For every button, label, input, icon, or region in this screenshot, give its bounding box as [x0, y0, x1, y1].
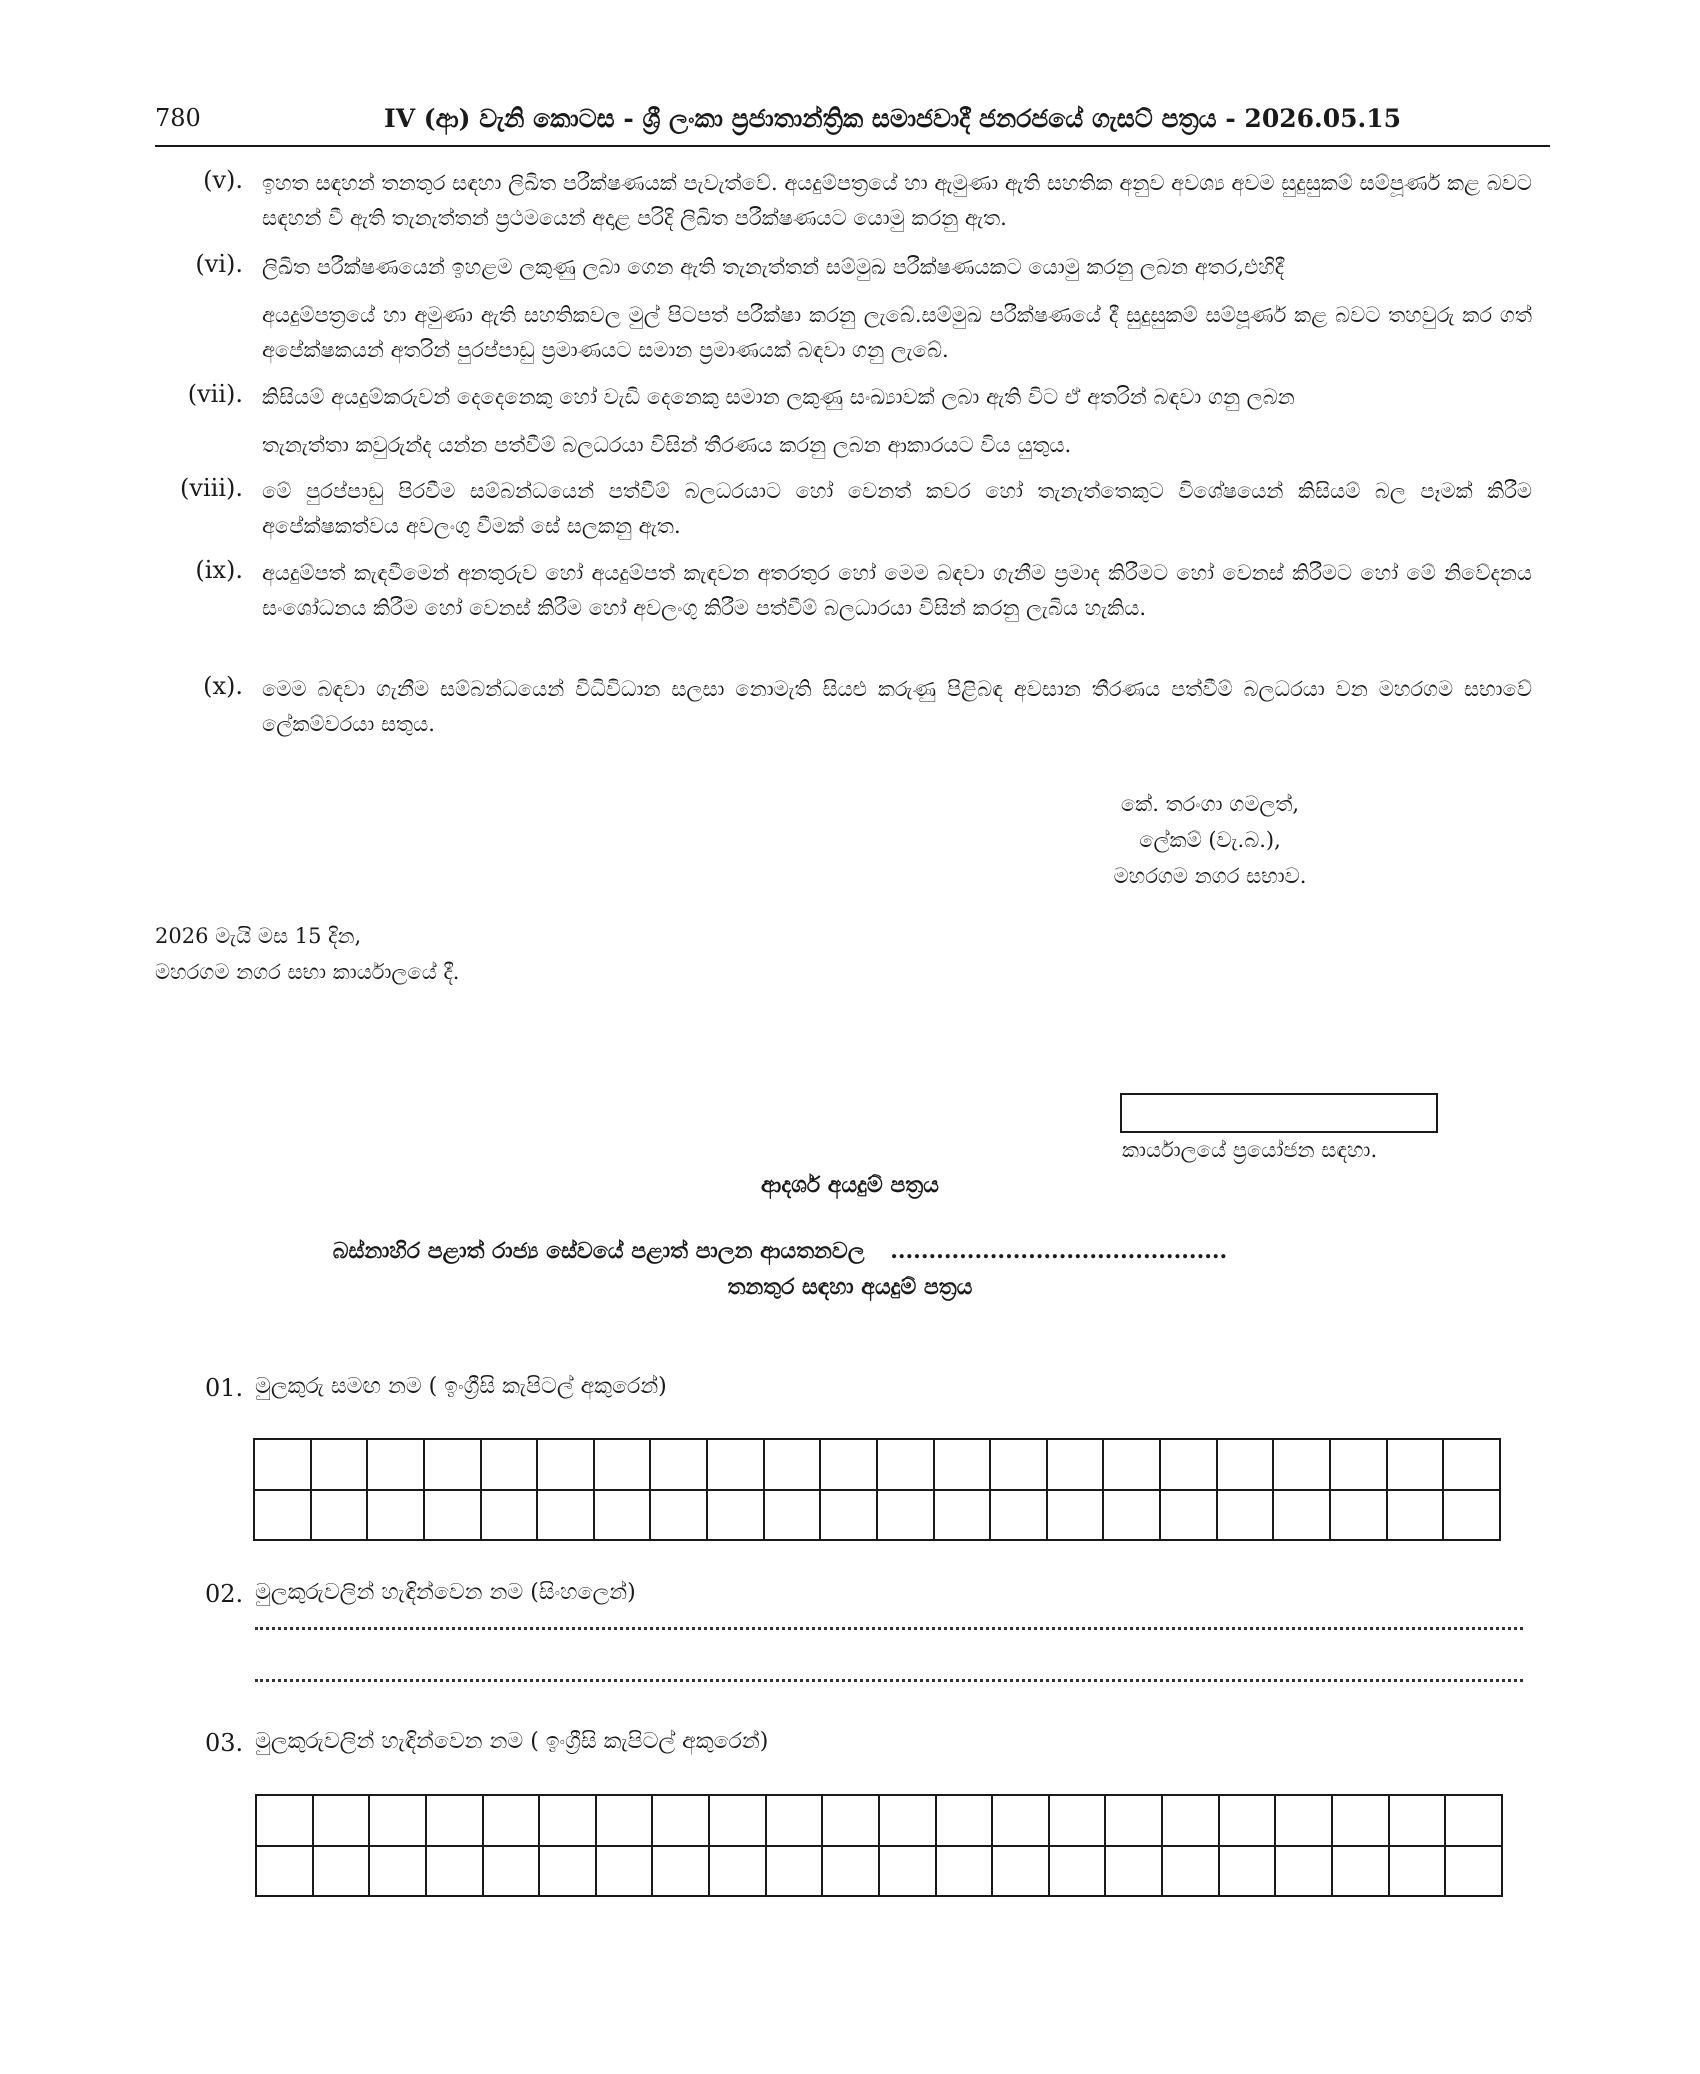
- letter-box[interactable]: [1103, 1439, 1160, 1490]
- letter-box[interactable]: [1219, 1795, 1276, 1846]
- letter-box[interactable]: [1389, 1846, 1446, 1897]
- letter-box[interactable]: [652, 1846, 709, 1897]
- office-use-box: [1120, 1093, 1438, 1133]
- question-label-03: මුලකුරුවලින් හැඳින්වෙන නම ( ඉංග්‍රීසි කැපිටල් අකුරෙන්): [255, 1729, 769, 1754]
- letter-box[interactable]: [650, 1490, 707, 1541]
- letter-box[interactable]: [1217, 1490, 1274, 1541]
- letter-box[interactable]: [1219, 1846, 1276, 1897]
- letter-box[interactable]: [1273, 1439, 1330, 1490]
- condition-text: මේ පුරප්පාඩු පිරවීම සම්බන්ධයෙන් පත්වීම් බලධරයාට හෝ වෙනත් කවර හෝ තැනැත්තෙකුට විශේෂයෙන් කිසියම් බල පෑමක් කිරීම අපේක්ෂකත්වය අවලංගු වීමක් සේ සලකනු ඇත.: [262, 479, 1532, 538]
- form-title: ආදර්ශ අයදුම් පත්‍රය: [761, 1172, 939, 1198]
- letter-box[interactable]: [820, 1490, 877, 1541]
- sinhala-name-line-1[interactable]: [255, 1627, 1523, 1630]
- letter-box[interactable]: [369, 1846, 426, 1897]
- gazette-header-title: IV (ආ) වැනි කොටස - ශ්‍රී ලංකා ප්‍රජාතාන්ත්‍රික සමාජවාදී ජනරජයේ ගැසට් පත්‍රය - 2026.05.15: [384, 104, 1401, 133]
- form-subtitle: [0, 1238, 1560, 1264]
- form-subtitle-line2: තනතුර සඳහා අයදුම් පත්‍රය: [727, 1274, 973, 1300]
- question-label-02: මුලකුරුවලින් හැඳින්වෙන නම (සිංහලෙන්): [255, 1580, 636, 1605]
- letter-box[interactable]: [936, 1795, 993, 1846]
- letter-box[interactable]: [1160, 1490, 1217, 1541]
- condition-number: (v).: [203, 166, 243, 194]
- letter-box[interactable]: [1049, 1795, 1106, 1846]
- letter-box[interactable]: [1389, 1795, 1446, 1846]
- letter-box[interactable]: [822, 1795, 879, 1846]
- letter-box[interactable]: [652, 1795, 709, 1846]
- sinhala-name-line-2[interactable]: [255, 1679, 1523, 1682]
- letter-box[interactable]: [877, 1490, 934, 1541]
- letter-box[interactable]: [1103, 1490, 1160, 1541]
- letter-box[interactable]: [539, 1846, 596, 1897]
- condition-text-continued: අයදුම්පත්‍රයේ හා අමුණා ඇති සහතිකවල මුල් පිටපත් පරීක්ෂා කරනු ලැබේ.සම්මුඛ පරීක්ෂණයේ දී සුදුසුකම් සම්පූර්ණ කළ බවට තහවුරු කර ගත් අපේක්ෂකයන් අතරින් පුරප්පාඩු ප්‍රමාණයට සමාන ප්‍රමාණයක් බඳවා ගනු ලැබේ.: [262, 303, 1532, 362]
- letter-box[interactable]: [990, 1490, 1047, 1541]
- letter-box[interactable]: [1047, 1490, 1104, 1541]
- letter-box[interactable]: [254, 1439, 311, 1490]
- letter-box[interactable]: [766, 1795, 823, 1846]
- signatory-council: මහරගම නගර සභාව.: [1113, 864, 1307, 888]
- letter-box[interactable]: [1443, 1490, 1500, 1541]
- condition-text: අයදුම්පත් කැඳවීමෙන් අනතුරුව හෝ අයදුම්පත් කැඳවන අතරතුර හෝ මෙම බඳවා ගැනීම ප්‍රමාද කිරීමට හෝ වෙනස් කිරීමට හෝ මේ නිවේදනය සංශෝධනය කිරීම හෝ වෙනස් කිරීම හෝ අවලංගු කිරීම පත්වීම් බලධාරයා විසින් කරනු ලැබිය හැකිය.: [262, 561, 1532, 620]
- letter-box[interactable]: [367, 1439, 424, 1490]
- letter-box[interactable]: [820, 1439, 877, 1490]
- letter-box[interactable]: [256, 1846, 313, 1897]
- letter-box[interactable]: [766, 1846, 823, 1897]
- condition-text: ඉහත සඳහන් තනතුර සඳහා ලිඛිත පරීක්ෂණයක් පැවැත්වේ. අයදුම්පත්‍රයේ හා ඇමුණා ඇති සහතික අනුව අවශ්‍ය අවම සුදුසුකම් සම්පූර්ණ කළ බවට සඳහන් වී ඇති තැනැත්තන් ප්‍රථමයෙන් අදාළ පරිදි ලිඛිත පරීක්ෂණයට යොමු කරනු ඇත.: [262, 171, 1532, 230]
- letter-box[interactable]: [254, 1490, 311, 1541]
- letter-box[interactable]: [879, 1846, 936, 1897]
- form-subtitle-blank: ............................................: [890, 1238, 1228, 1264]
- letter-box[interactable]: [424, 1490, 481, 1541]
- signatory-title: ලේකම් (වැ.බ.),: [1139, 828, 1281, 852]
- letter-box[interactable]: [1273, 1490, 1330, 1541]
- letter-box[interactable]: [934, 1439, 991, 1490]
- letter-box[interactable]: [1105, 1795, 1162, 1846]
- letter-box[interactable]: [426, 1846, 483, 1897]
- initials-letter-grid-english[interactable]: [255, 1794, 1503, 1897]
- letter-box[interactable]: [596, 1795, 653, 1846]
- letter-box[interactable]: [764, 1490, 821, 1541]
- letter-box[interactable]: [483, 1795, 540, 1846]
- letter-box[interactable]: [1275, 1795, 1332, 1846]
- letter-box[interactable]: [426, 1795, 483, 1846]
- letter-box[interactable]: [594, 1490, 651, 1541]
- letter-box[interactable]: [1162, 1846, 1219, 1897]
- condition-number: (ix).: [195, 556, 243, 584]
- letter-box[interactable]: [764, 1439, 821, 1490]
- office-use-caption: කාර්යාලයේ ප්‍රයෝජන සඳහා.: [1122, 1138, 1378, 1162]
- letter-box[interactable]: [707, 1439, 764, 1490]
- letter-box[interactable]: [650, 1439, 707, 1490]
- letter-box[interactable]: [992, 1846, 1049, 1897]
- letter-box[interactable]: [1387, 1490, 1444, 1541]
- form-subtitle-text: බස්නාහිර පළාත් රාජ්‍ය සේවයේ පළාත් පාලන ආයතනවල: [332, 1238, 865, 1264]
- letter-box[interactable]: [1275, 1846, 1332, 1897]
- letter-box[interactable]: [709, 1795, 766, 1846]
- letter-box[interactable]: [1330, 1490, 1387, 1541]
- letter-box[interactable]: [936, 1846, 993, 1897]
- letter-box[interactable]: [424, 1439, 481, 1490]
- letter-box[interactable]: [1217, 1439, 1274, 1490]
- letter-box[interactable]: [822, 1846, 879, 1897]
- condition-text-continued: තැනැත්තා කවුරුන්ද යන්න පත්වීම් බලධරයා විසින් තීරණය කරනු ලබන ආකාරයට විය යුතුය.: [262, 433, 1072, 457]
- condition-number: (x).: [203, 672, 243, 700]
- letter-box[interactable]: [934, 1490, 991, 1541]
- letter-box[interactable]: [537, 1439, 594, 1490]
- condition-number: (vii).: [187, 380, 243, 408]
- letter-box[interactable]: [537, 1490, 594, 1541]
- name-letter-grid-english[interactable]: [253, 1438, 1501, 1541]
- letter-box[interactable]: [1387, 1439, 1444, 1490]
- letter-box[interactable]: [1443, 1439, 1500, 1490]
- letter-box[interactable]: [594, 1439, 651, 1490]
- letter-box[interactable]: [709, 1846, 766, 1897]
- issue-place: මහරගම නගර සභා කාර්යාලයේ දී.: [155, 960, 460, 984]
- letter-box[interactable]: [1049, 1846, 1106, 1897]
- letter-box[interactable]: [1162, 1795, 1219, 1846]
- letter-box[interactable]: [1330, 1439, 1387, 1490]
- condition-text: කිසියම් අයදුම්කරුවන් දෙදෙනෙකු හෝ වැඩි දෙනෙකු සමාන ලකුණු සංඛ්‍යාවක් ලබා ඇති විට ඒ අතරින් බඳවා ගනු ලබන: [262, 385, 1295, 409]
- letter-box[interactable]: [313, 1795, 370, 1846]
- letter-box[interactable]: [877, 1439, 934, 1490]
- letter-box[interactable]: [256, 1795, 313, 1846]
- letter-box[interactable]: [1445, 1846, 1502, 1897]
- letter-box[interactable]: [311, 1490, 368, 1541]
- question-number-01: 01.: [205, 1374, 244, 1402]
- letter-box[interactable]: [539, 1795, 596, 1846]
- letter-box[interactable]: [481, 1490, 538, 1541]
- letter-box[interactable]: [1332, 1846, 1389, 1897]
- letter-box[interactable]: [1160, 1439, 1217, 1490]
- letter-box[interactable]: [992, 1795, 1049, 1846]
- condition-text: මෙම බඳවා ගැනීම සම්බන්ධයෙන් විධිවිධාන සලසා නොමැති සියළු කරුණු පිළිබඳ අවසාන තීරණය පත්වීම් බලධරයා වන මහරගම සභාවේ ලේකම්වරයා සතුය.: [262, 677, 1532, 736]
- letter-box[interactable]: [1445, 1795, 1502, 1846]
- letter-box[interactable]: [1047, 1439, 1104, 1490]
- question-number-02: 02.: [205, 1580, 244, 1608]
- question-label-01: මුලකුරු සමඟ නම ( ඉංග්‍රීසි කැපිටල් අකුරෙන්): [255, 1374, 667, 1399]
- letter-box[interactable]: [481, 1439, 538, 1490]
- condition-text: ලිඛිත පරීක්ෂණයෙන් ඉහළම ලකුණු ලබා ගෙන ඇති තැනැත්තන් සම්මුඛ පරීක්ෂණයකට යොමු කරනු ලබන අතර,එහිදී: [262, 255, 1285, 279]
- signatory-name: කේ. තරංගා ගමලත්,: [1120, 792, 1300, 816]
- letter-box[interactable]: [369, 1795, 426, 1846]
- letter-box[interactable]: [367, 1490, 424, 1541]
- issue-date: 2026 මැයි මස 15 දින,: [155, 924, 362, 948]
- letter-box[interactable]: [483, 1846, 540, 1897]
- letter-box[interactable]: [1332, 1795, 1389, 1846]
- letter-box[interactable]: [596, 1846, 653, 1897]
- letter-box[interactable]: [1105, 1846, 1162, 1897]
- letter-box[interactable]: [313, 1846, 370, 1897]
- letter-box[interactable]: [707, 1490, 764, 1541]
- condition-number: (viii).: [180, 474, 243, 502]
- page-number: 780: [155, 104, 201, 132]
- condition-number: (vi).: [195, 250, 243, 278]
- question-number-03: 03.: [205, 1729, 244, 1757]
- letter-box[interactable]: [990, 1439, 1047, 1490]
- letter-box[interactable]: [311, 1439, 368, 1490]
- letter-box[interactable]: [879, 1795, 936, 1846]
- header-rule: [155, 145, 1550, 147]
